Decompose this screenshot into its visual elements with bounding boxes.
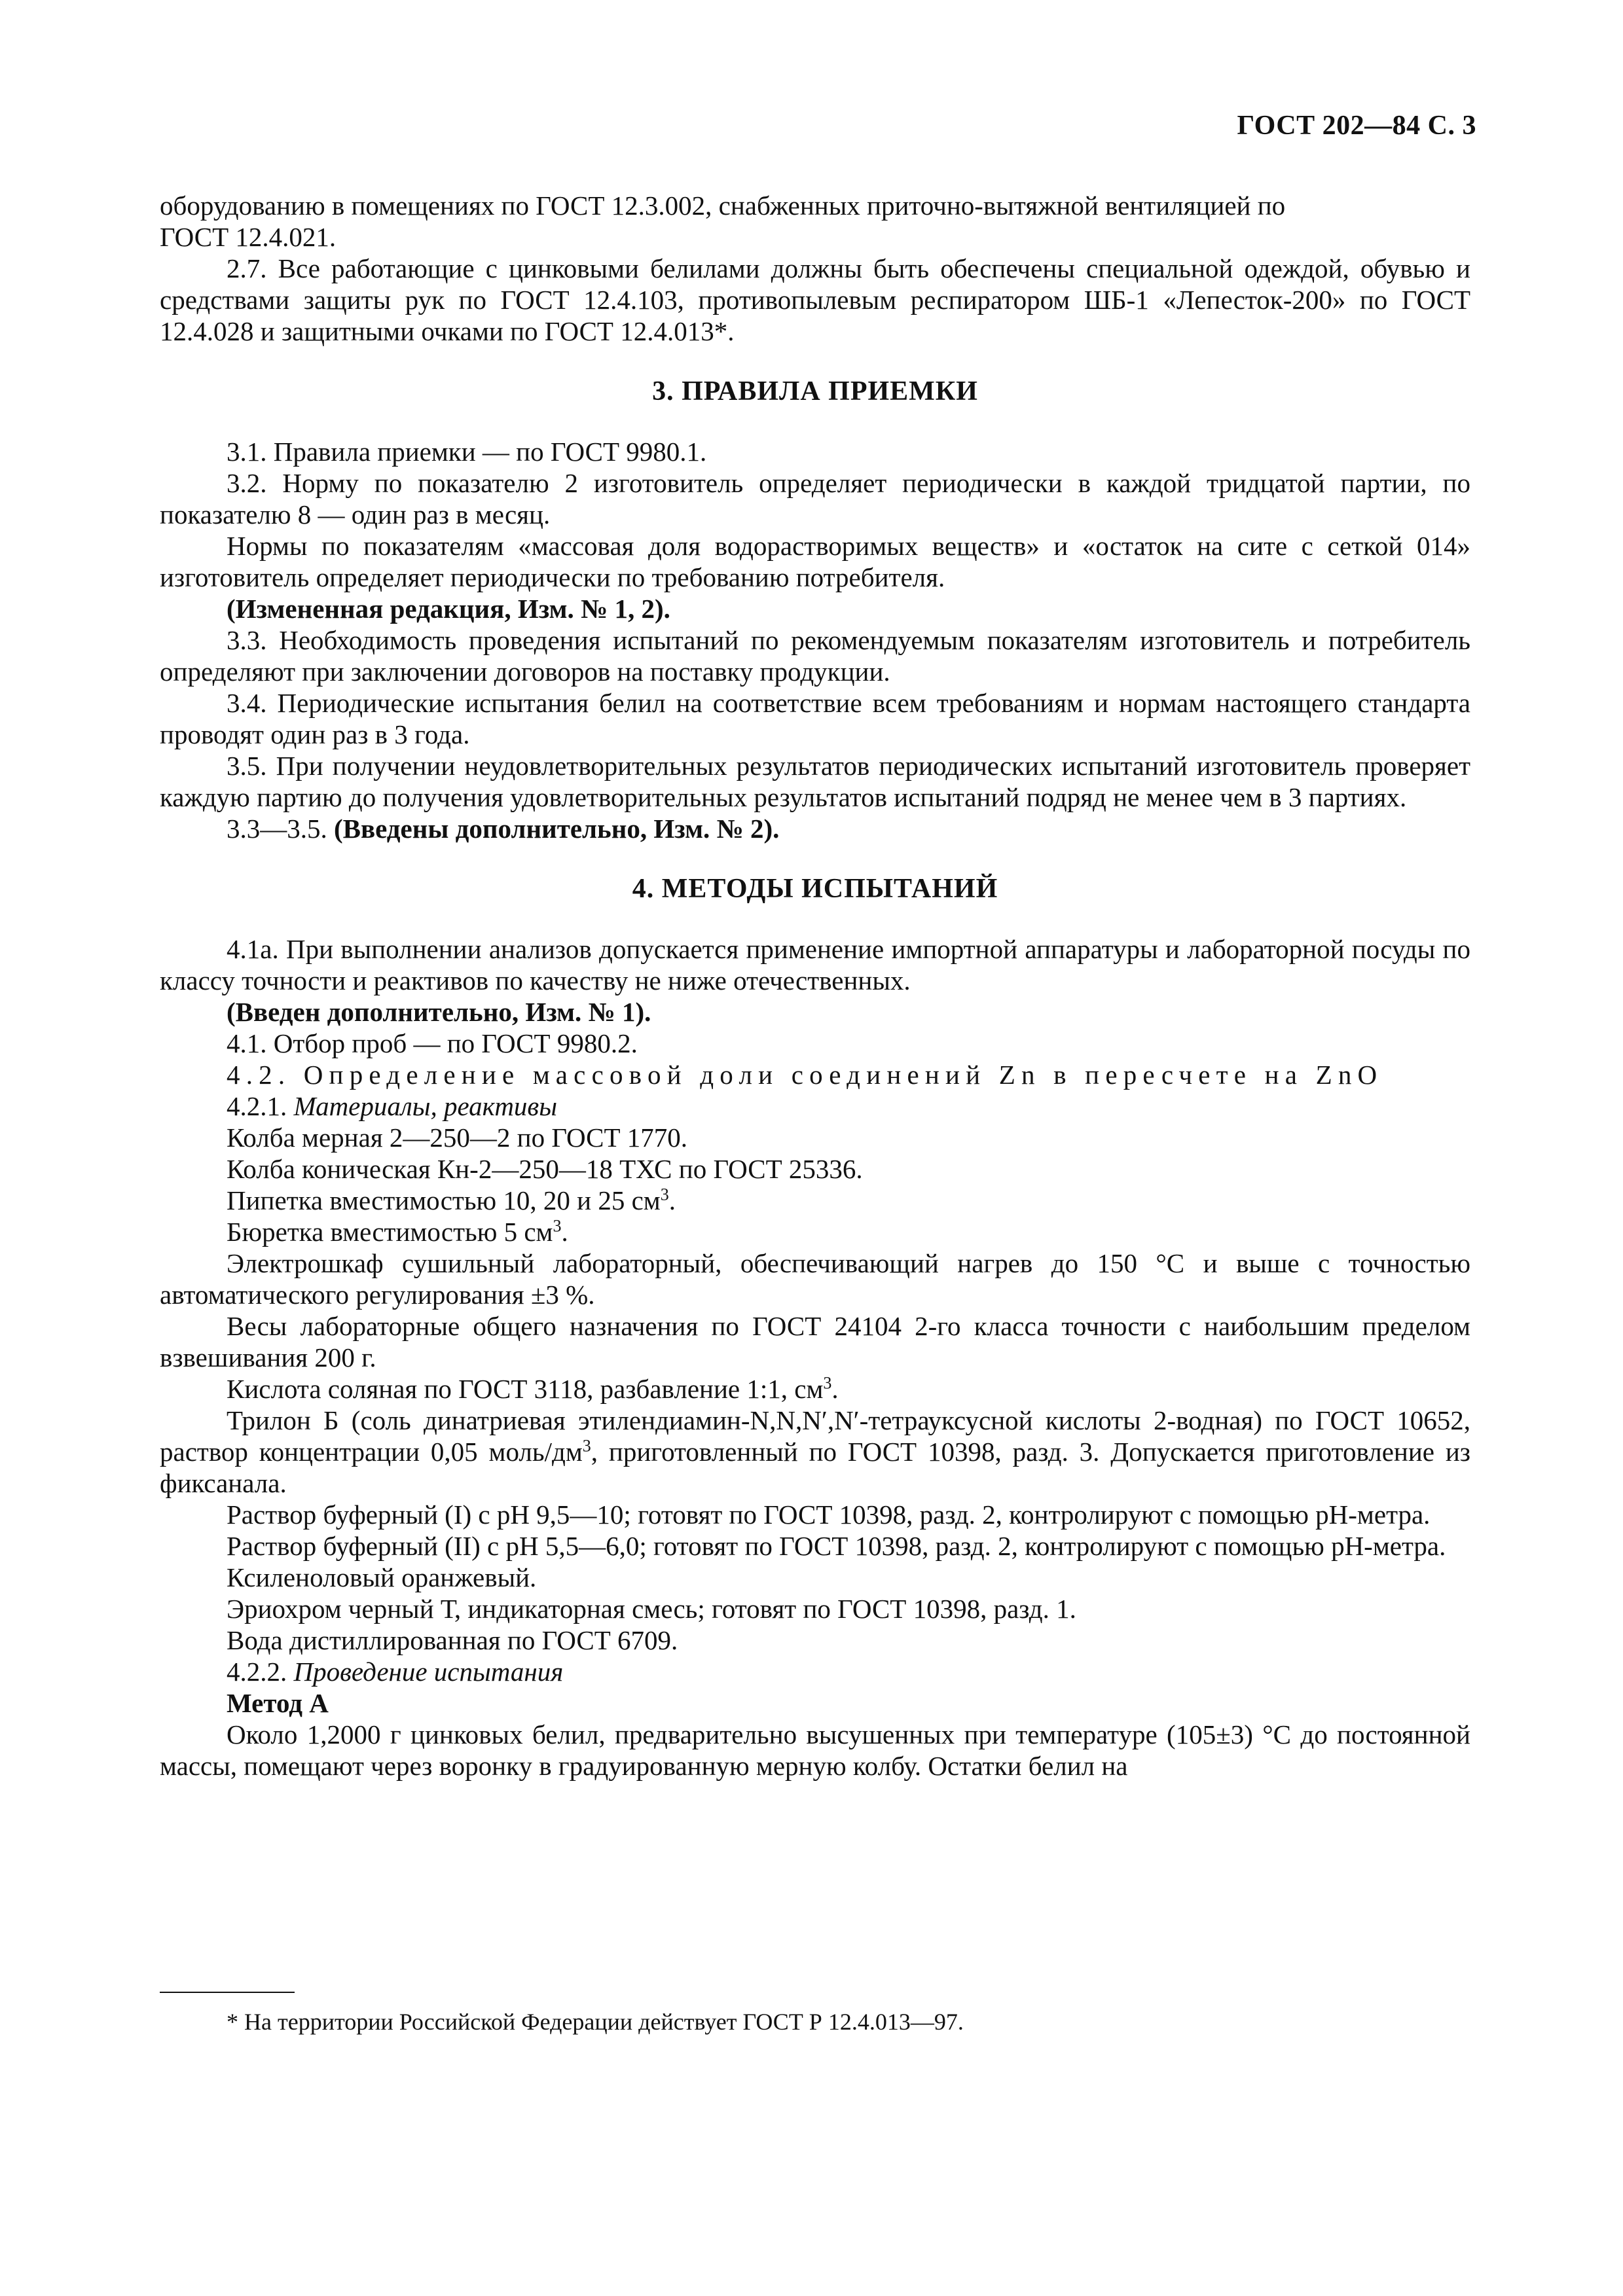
paragraph-3-4: 3.4. Периодические испытания белил на соответствие всем требованиям и нормам настоящего стандарта проводят один раз в 3 года. [160,688,1470,749]
paragraph-3-5: 3.5. При получении неудовлетворительных результатов периодических испытаний изготовитель проверяет каждую партию до получения удовлетворительных результатов испытаний подряд не менее чем в 3 партиях. [160,751,1470,812]
section-4-heading: 4. МЕТОДЫ ИСПЫТАНИЙ [632,874,998,904]
material-item: Колба мерная 2—250—2 по ГОСТ 1770. [227,1122,688,1153]
amendment-note: (Введен дополнительно, Изм. № 1). [227,997,651,1027]
material-item: Эриохром черный Т, индикаторная смесь; готовят по ГОСТ 10398, разд. 1. [227,1594,1076,1624]
clause-number: 4.2.2. [227,1657,287,1687]
paragraph-method-a: Около 1,2000 г цинковых белил, предварительно высушенных при температуре (105±3) °С до постоянной массы, помещают через воронку в градуированную мерную колбу. Остатки белил на [160,1719,1470,1781]
amendment-text: (Введены дополнительно, Изм. № 2). [334,814,780,844]
material-text: Пипетка вместимостью 10, 20 и 25 см [227,1185,661,1215]
paragraph-4-1: 4.1. Отбор проб — по ГОСТ 9980.2. [227,1028,638,1058]
superscript: 3 [582,1436,591,1456]
material-text-end: . [668,1185,676,1215]
paragraph-3-1: 3.1. Правила приемки — по ГОСТ 9980.1. [227,437,707,467]
clause-title: Проведение испытания [293,1657,564,1687]
footnote: * На территории Российской Федерации действует ГОСТ Р 12.4.013—97. [227,2009,964,2035]
material-item: Раствор буферный (II) с рН 5,5—6,0; готовят по ГОСТ 10398, разд. 2, контролируют с помощью рН-метра. [227,1531,1446,1561]
paragraph-2-6-continuation [160,190,1470,253]
material-text-end: . [831,1374,839,1404]
paragraph-3-2-norms: Нормы по показателям «массовая доля водорастворимых веществ» и «остаток на сите с сеткой 014» изготовитель определяет периодически по требованию потребителя. [160,531,1470,592]
paragraph-4-1a: 4.1а. При выполнении анализов допускается применение импортной аппаратуры и лабораторной посуды по классу точности и реактивов по качеству не ниже отечественных. [160,934,1470,996]
material-item [160,1405,1470,1499]
method-heading: Метод А [227,1688,329,1718]
superscript: 3 [823,1373,832,1393]
material-item [160,1216,1470,1247]
document-body [160,190,1470,1782]
material-item: Раствор буферный (I) с рН 9,5—10; готовят по ГОСТ 10398, разд. 2, контролируют с помощью рН-метра. [227,1499,1431,1530]
text-line: ГОСТ 12.4.021. [160,222,337,252]
material-item: Ксиленоловый оранжевый. [227,1562,537,1592]
material-item: Вода дистиллированная по ГОСТ 6709. [227,1625,678,1655]
material-item [160,1373,1470,1405]
material-text-end: . [561,1217,568,1247]
amendment-prefix: 3.3—3.5. [227,814,327,844]
material-text-end: , приготовленный по ГОСТ 10398, разд. 3. Допускается приготовление из фиксанала. [160,1437,1470,1498]
paragraph-3-3: 3.3. Необходимость проведения испытаний по рекомендуемым показателям изготовитель и потребитель определяют при заключении договоров на поставку продукции. [160,625,1470,687]
material-item: Электрошкаф сушильный лабораторный, обеспечивающий нагрев до 150 °С и выше с точностью автоматического регулирования ±3 %. [160,1248,1470,1310]
superscript: 3 [553,1216,562,1236]
page-header: ГОСТ 202—84 С. 3 [1237,111,1476,141]
material-item [160,1185,1470,1216]
paragraph-3-2: 3.2. Норму по показателю 2 изготовитель определяет периодически в каждой тридцатой партии, по показателю 8 — один раз в месяц. [160,468,1470,529]
material-text: Трилон Б (соль динатриевая этилендиамин-N,N,N′,N′-тетрауксусной кислоты 2-водная) по ГОСТ 10652, раствор концентрации 0,05 моль/дм [160,1405,1470,1467]
section-3-heading: 3. ПРАВИЛА ПРИЕМКИ [652,376,978,406]
clause-title: Материалы, реактивы [293,1091,557,1121]
paragraph-2-7: 2.7. Все работающие с цинковыми белилами должны быть обеспечены специальной одеждой, обувью и средствами защиты рук по ГОСТ 12.4.103, противопылевым респиратором ШБ-1 «Лепесток-200» по ГОСТ 12.4.028 и защитными очками по ГОСТ 12.4.013*. [160,253,1470,346]
material-text: Бюретка вместимостью 5 см [227,1217,553,1247]
text-line: оборудованию в помещениях по ГОСТ 12.3.002, снабженных приточно-вытяжной вентиляцией по [160,190,1286,221]
material-text: Кислота соляная по ГОСТ 3118, разбавление 1:1, см [227,1374,824,1404]
material-item: Весы лабораторные общего назначения по ГОСТ 24104 2-го класса точности с наибольшим пределом взвешивания 200 г. [160,1311,1470,1372]
paragraph-4-2-heading: 4.2. Определение массовой доли соединений Zn в пересчете на ZnO [227,1060,1383,1090]
amendment-note-3-3-3-5 [160,813,1470,844]
material-item: Колба коническая Кн-2—250—18 ТХС по ГОСТ 25336. [227,1154,863,1184]
paragraph-4-2-1 [160,1090,1470,1122]
clause-number: 4.2.1. [227,1091,287,1121]
superscript: 3 [660,1185,669,1204]
paragraph-4-2-2 [160,1656,1470,1687]
footnote-divider [160,1992,295,1993]
amendment-note: (Измененная редакция, Изм. № 1, 2). [227,594,670,624]
